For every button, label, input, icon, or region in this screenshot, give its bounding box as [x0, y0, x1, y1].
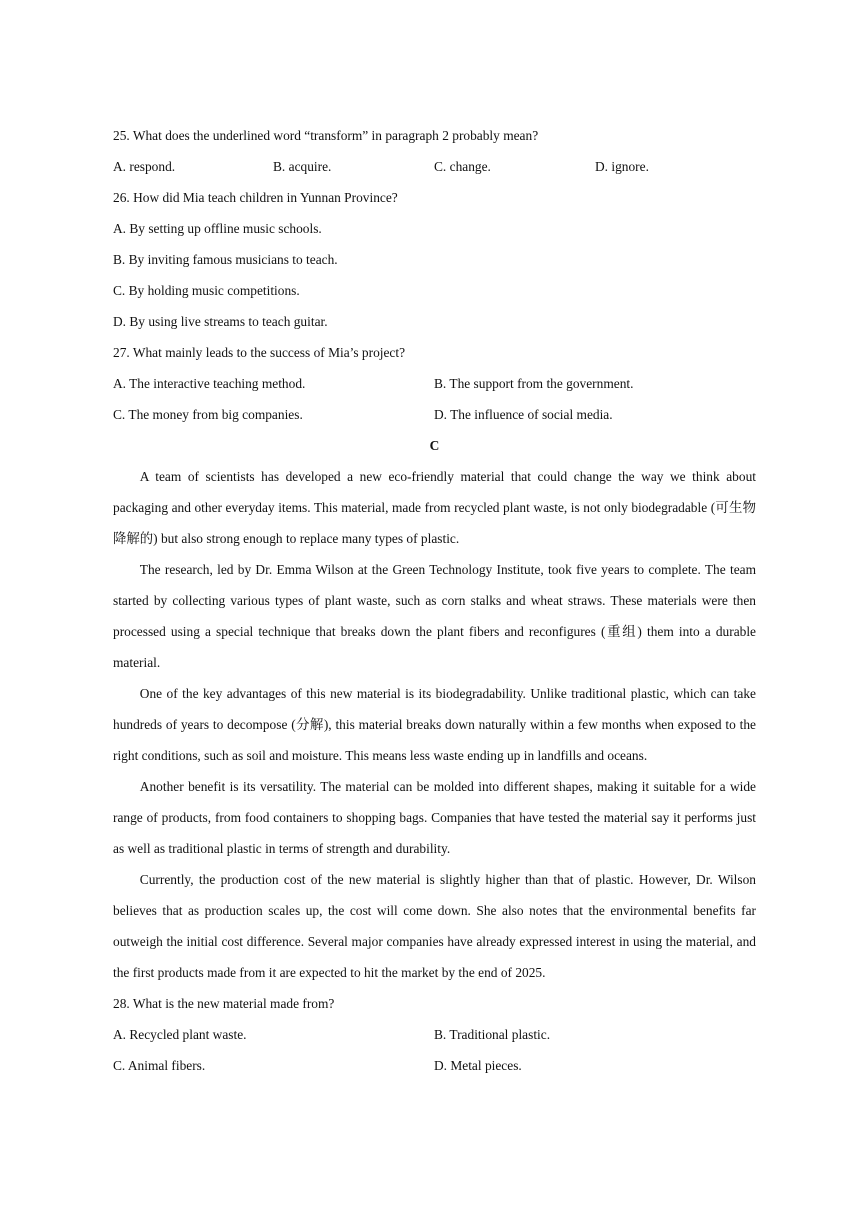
- passage-c-paragraph-2: The research, led by Dr. Emma Wilson at the Green Technology Institute, took five years to complete. The team started by collecting various types of plant waste, such as corn stalks and wheat straws. These materials were then processed using a special technique that breaks down the plant fibers and reconfigures (重组) them into a durable material.: [113, 562, 756, 670]
- question-25-options: [113, 151, 756, 182]
- q27-option-b: B. The support from the government.: [434, 376, 634, 391]
- passage-c-paragraph-4: Another benefit is its versatility. The material can be molded into different shapes, making it suitable for a wide range of products, from food containers to shopping bags. Companies that have tested the material say it performs just as well as traditional plastic in terms of strength and durability.: [113, 779, 756, 856]
- passage-c-paragraph-1: A team of scientists has developed a new eco-friendly material that could change the way we think about packaging and other everyday items. This material, made from recycled plant waste, is not only biodegradable (可生物降解的) but also strong enough to replace many types of plastic.: [113, 469, 756, 546]
- q27-option-c: C. The money from big companies.: [113, 407, 303, 422]
- q28-option-c: C. Animal fibers.: [113, 1058, 206, 1073]
- question-28-options-row-2: [113, 1050, 756, 1081]
- q26-option-b: B. By inviting famous musicians to teach.: [113, 252, 338, 267]
- q28-option-a: A. Recycled plant waste.: [113, 1027, 247, 1042]
- question-28-options-row-1: [113, 1019, 756, 1050]
- q25-option-b: B. acquire.: [273, 159, 332, 174]
- question-27-options-row-2: [113, 399, 756, 430]
- question-26-stem: 26. How did Mia teach children in Yunnan Province?: [113, 190, 398, 205]
- q26-option-c: C. By holding music competitions.: [113, 283, 300, 298]
- question-25-stem: 25. What does the underlined word “transform” in paragraph 2 probably mean?: [113, 128, 539, 143]
- passage-c-paragraph-5: Currently, the production cost of the new material is slightly higher than that of plastic. However, Dr. Wilson believes that as production scales up, the cost will come down. She also notes that the environmental benefits far outweigh the initial cost difference. Several major companies have already expressed interest in using the material, and the first products made from it are expected to hit the market by the end of 2025.: [113, 872, 756, 980]
- page-content: [113, 120, 756, 1081]
- q27-option-d: D. The influence of social media.: [434, 407, 613, 422]
- q26-option-d: D. By using live streams to teach guitar.: [113, 314, 328, 329]
- q27-option-a: A. The interactive teaching method.: [113, 376, 306, 391]
- question-27-stem: 27. What mainly leads to the success of Mia’s project?: [113, 345, 406, 360]
- passage-c-paragraph-3: One of the key advantages of this new material is its biodegradability. Unlike traditional plastic, which can take hundreds of years to decompose (分解), this material breaks down naturally within a few months when exposed to the right conditions, such as soil and moisture. This means less waste ending up in landfills and oceans.: [113, 686, 756, 763]
- q25-option-c: C. change.: [434, 159, 491, 174]
- q25-option-d: D. ignore.: [595, 159, 649, 174]
- q28-option-d: D. Metal pieces.: [434, 1058, 522, 1073]
- question-27-options-row-1: [113, 368, 756, 399]
- q28-option-b: B. Traditional plastic.: [434, 1027, 551, 1042]
- passage-c-title: C: [429, 438, 440, 453]
- q26-option-a: A. By setting up offline music schools.: [113, 221, 322, 236]
- question-28-stem: 28. What is the new material made from?: [113, 996, 335, 1011]
- q25-option-a: A. respond.: [113, 159, 176, 174]
